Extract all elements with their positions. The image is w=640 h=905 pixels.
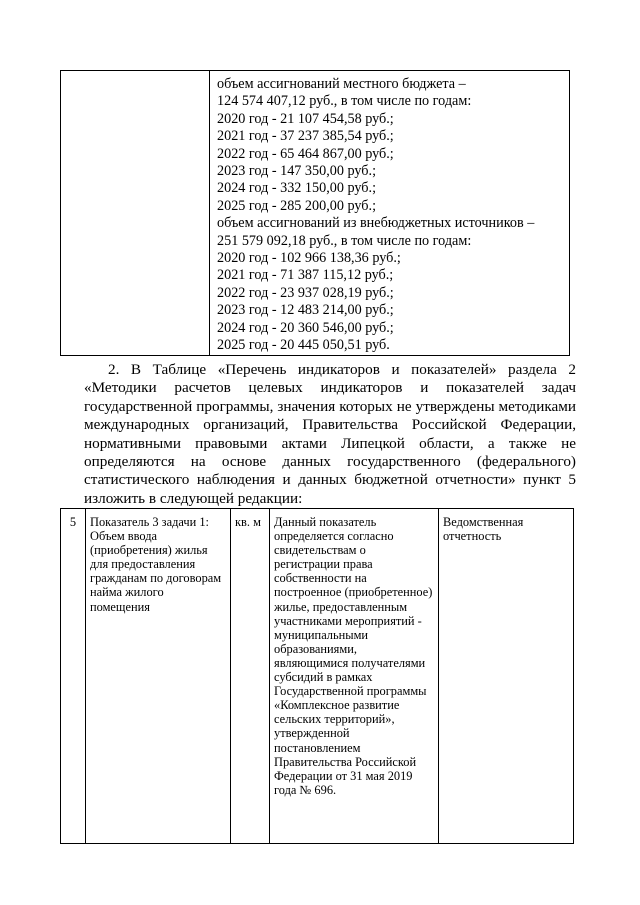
budget-line: 2020 год - 102 966 138,36 руб.;: [217, 250, 401, 267]
budget-line: 2025 год - 285 200,00 руб.;: [217, 197, 377, 214]
budget-table-row: [61, 71, 570, 356]
indicator-row: [61, 509, 574, 844]
budget-line: 2020 год - 21 107 454,58 руб.;: [217, 110, 394, 127]
budget-table-label-cell: [61, 71, 210, 356]
budget-line: 2024 год - 332 150,00 руб.;: [217, 180, 377, 197]
budget-line: 2022 год - 23 937 028,19 руб.;: [217, 284, 394, 301]
budget-line: 2023 год - 12 483 214,00 руб.;: [217, 302, 394, 319]
budget-line: 2025 год - 20 445 050,51 руб.: [217, 337, 390, 354]
indicator-unit: кв. м: [231, 509, 270, 844]
budget-lines: [217, 76, 569, 355]
budget-line: объем ассигнований местного бюджета –: [217, 76, 466, 92]
indicator-table: [60, 508, 574, 844]
budget-line: 2024 год - 20 360 546,00 руб.;: [217, 319, 394, 336]
budget-table: [60, 70, 570, 356]
budget-line: 2023 год - 147 350,00 руб.;: [217, 163, 377, 180]
indicator-method: Данный показатель определяется согласно свидетельствам о регистрации права собственности на построенное (приобретенное) жилье, предоставленным участниками мероприятий - муниципальными образованиями, являющимися получателями субсидий в рамках Государственной программы «Комплексное развитие сельских территорий», утвержденной постановлением Правительства Российской Федерации от 31 мая 2019 года № 696.: [270, 509, 439, 844]
indicator-source: Ведомственная отчетность: [439, 509, 574, 844]
budget-line: 124 574 407,12 руб., в том числе по годам:: [217, 93, 472, 110]
indicator-number: 5: [61, 509, 86, 844]
amendment-paragraph: [84, 361, 576, 508]
budget-line: 2022 год - 65 464 867,00 руб.;: [217, 145, 394, 162]
budget-line: объем ассигнований из внебюджетных источников –: [217, 215, 535, 232]
budget-line: 251 579 092,18 руб., в том числе по годам:: [217, 232, 472, 249]
budget-line: 2021 год - 71 387 115,12 руб.;: [217, 267, 394, 284]
indicator-name: Показатель 3 задачи 1: Объем ввода (приобретения) жилья для предоставления гражданам по договорам найма жилого помещения: [86, 509, 231, 844]
budget-table-value-cell: [210, 71, 570, 356]
budget-line: 2021 год - 37 237 385,54 руб.;: [217, 128, 394, 145]
amendment-paragraph-text: 2. В Таблице «Перечень индикаторов и показателей» раздела 2 «Методики расчетов целевых индикаторов и показателей задач государственной программы, значения которых не утверждены методиками международных организаций, Правительства Российской Федерации, нормативными правовыми актами Липецкой области, а также не определяются на основе данных государственного (федерального) статистического наблюдения и данных бюджетной отчетности» пункт 5 изложить в следующей редакции:: [84, 361, 576, 507]
